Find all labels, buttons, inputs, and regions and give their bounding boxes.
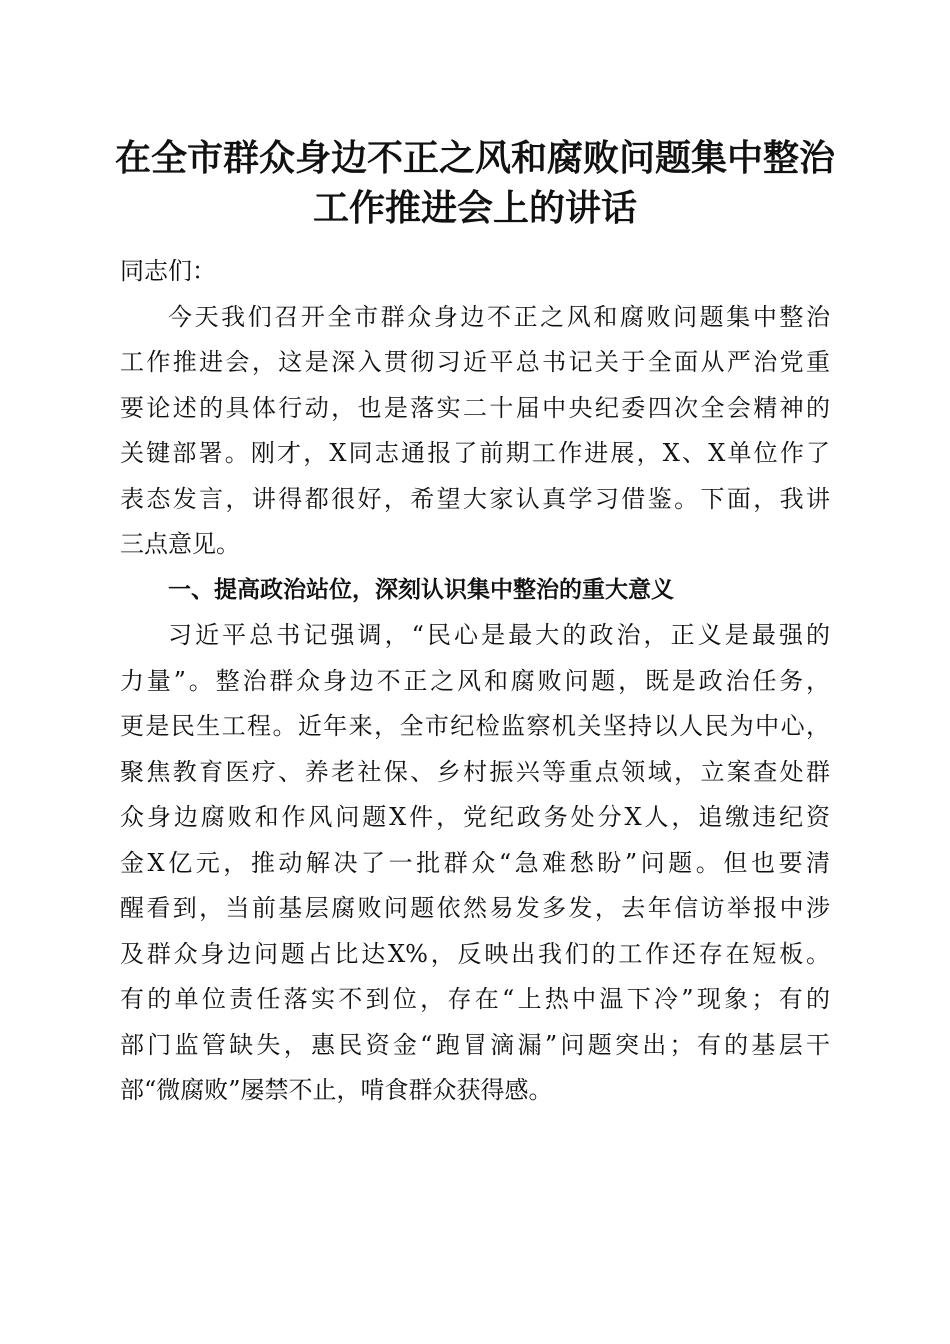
paragraph-line: 要论述的具体行动，也是落实二十届中央纪委四次全会精神的 — [120, 393, 830, 422]
paragraph-line: 聚焦教育医疗、养老社保、乡村振兴等重点领域，立案查处群 — [120, 757, 830, 786]
section-heading: 一、提高政治站位，深刻认识集中整治的重大意义 — [168, 576, 674, 603]
paragraph-line: 习近平总书记强调，“民心是最大的政治，正义是最强的 — [168, 621, 830, 649]
paragraph-line: 醒看到，当前基层腐败问题依然易发多发，去年信访举报中涉 — [120, 894, 830, 922]
paragraph-line: 部门监管缺失，惠民资金“跑冒滴漏”问题突出；有的基层干 — [120, 1030, 830, 1059]
paragraph-line: 关键部署。刚才，X同志通报了前期工作进展，X、X单位作了 — [120, 439, 830, 467]
paragraph-line: 金X亿元，推动解决了一批群众“急难愁盼”问题。但也要清 — [120, 848, 830, 877]
paragraph-line: 三点意见。 — [120, 530, 240, 558]
paragraph-line: 表态发言，讲得都很好，希望大家认真学习借鉴。下面，我讲 — [120, 484, 830, 513]
paragraph-line: 更是民生工程。近年来，全市纪检监察机关坚持以人民为中心， — [120, 712, 830, 740]
document-title — [80, 133, 870, 233]
paragraph-line: 有的单位责任落实不到位，存在“上热中温下冷”现象；有的 — [120, 985, 830, 1013]
title-line-1: 在全市群众身边不正之风和腐败问题集中整治 — [114, 137, 835, 179]
paragraph-line: 工作推进会，这是深入贯彻习近平总书记关于全面从严治党重 — [120, 348, 830, 376]
paragraph-line: 及群众身边问题占比达X%，反映出我们的工作还存在短板。 — [120, 939, 830, 968]
paragraph-line: 力量”。整治群众身边不正之风和腐败问题，既是政治任务， — [120, 666, 830, 695]
paragraph-line: 部“微腐败”屡禁不止，啃食群众获得感。 — [120, 1076, 553, 1104]
paragraph-line: 今天我们召开全市群众身边不正之风和腐败问题集中整治 — [168, 302, 830, 331]
document-body — [120, 249, 830, 1114]
salutation: 同志们： — [120, 257, 216, 285]
title-line-2: 工作推进会上的讲话 — [312, 187, 637, 229]
paragraph-line: 众身边腐败和作风问题X件，党纪政务处分X人，追缴违纪资 — [120, 803, 830, 831]
